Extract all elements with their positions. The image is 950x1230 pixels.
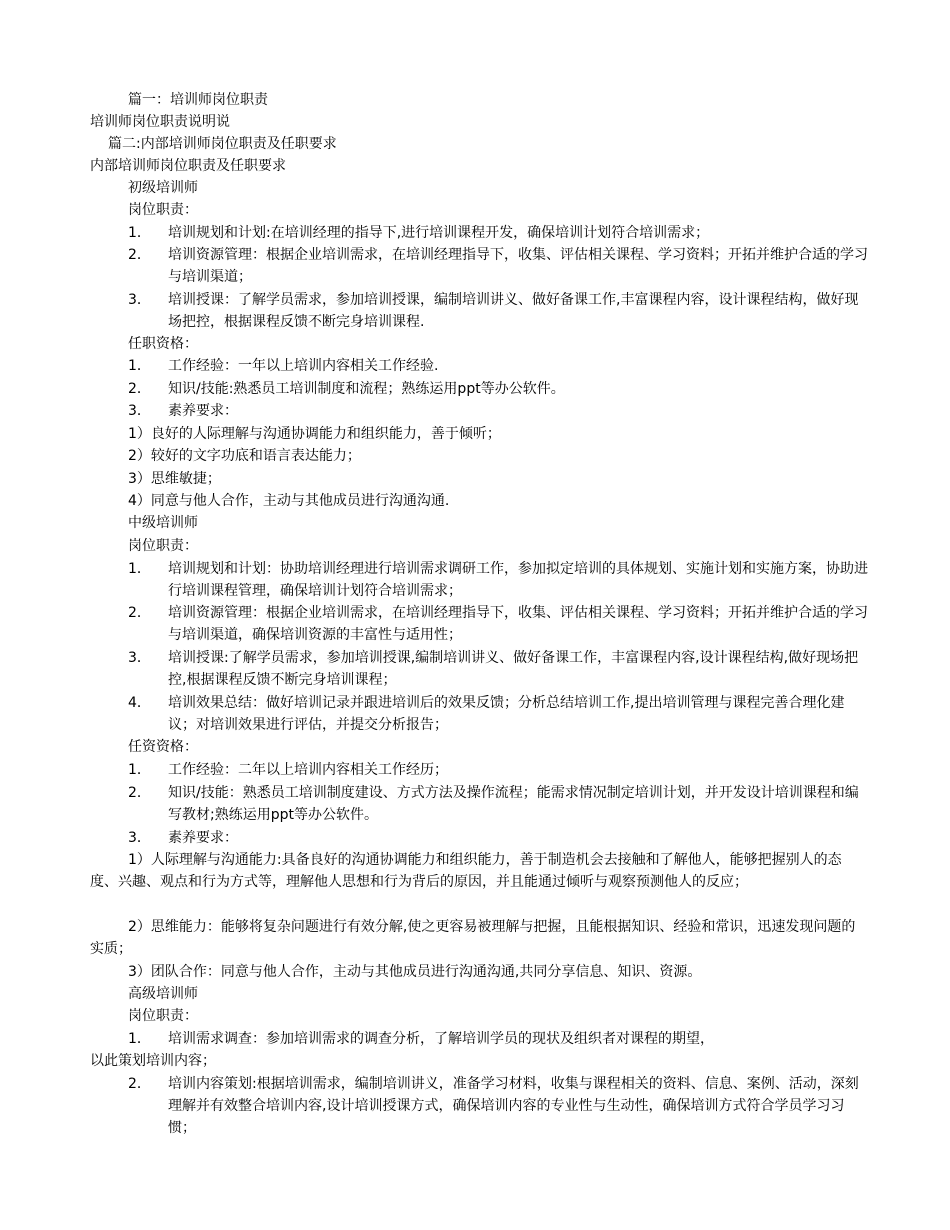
mid-duty-4-text: 培训效果总结：做好培训记录并跟进培训后的效果反馈；分析总结培训工作,提出培训管理与课程完善合理化建议；对培训效果进行评估，并提交分析报告； xyxy=(168,695,845,733)
section-title-mid: 中级培训师 xyxy=(128,515,198,531)
junior-duty-1-number: 1． xyxy=(128,225,151,241)
section-title-senior: 高级培训师 xyxy=(128,986,198,1002)
junior-quality-1: 1）良好的人际理解与沟通协调能力和组织能力，善于倾听； xyxy=(128,426,501,442)
mid-req-2-text: 知识/技能：熟悉员工培训制度建设、方式方法及操作流程；能需求情况制定培训计划，并开发设计培训课程和编写教材;熟练运用ppt等办公软件。 xyxy=(168,785,859,823)
mid-duty-2-text: 培训资源管理：根据企业培训需求，在培训经理指导下，收集、评估相关课程、学习资料；开拓并维护合适的学习与培训渠道，确保培训资源的丰富性与适用性； xyxy=(168,605,868,643)
junior-quality-2: 2）较好的文字功底和语言表达能力； xyxy=(128,448,361,464)
mid-duty-1-number: 1． xyxy=(128,561,151,577)
mid-duty-3-text: 培训授课:了解学员需求，参加培训授课,编制培训讲义、做好备课工作，丰富课程内容,设计课程结构,做好现场把控,根据课程反馈不断完身培训课程； xyxy=(168,650,859,688)
mid-duty-2-number: 2． xyxy=(128,605,151,621)
mid-quality-1: 1）人际理解与沟通能力:具备良好的沟通协调能力和组织能力，善于制造机会去接触和了解他人，能够把握别人的态度、兴趣、观点和行为方式等，理解他人思想和行为背后的原因，并且能通过倾听与观察预测他人的反应； xyxy=(90,852,842,890)
mid-quality-3: 3）团队合作：同意与他人合作，主动与其他成员进行沟通沟通,共同分享信息、知识、资源。 xyxy=(128,964,702,980)
heading-article-2-subtitle: 内部培训师岗位职责及任职要求 xyxy=(90,158,286,174)
senior-duty-1-continuation: 以此策划培训内容； xyxy=(90,1053,216,1069)
mid-req-3-text: 素养要求： xyxy=(168,830,238,846)
junior-duty-3-number: 3． xyxy=(128,292,151,308)
mid-req-1-number: 1． xyxy=(128,762,151,778)
senior-duty-2-text: 培训内容策划:根据培训需求，编制培训讲义，准备学习材料，收集与课程相关的资料、信息、案例、活动，深刻理解并有效整合培训内容,设计培训授课方式，确保培训内容的专业性与生动性，确保培训方式符合学员学习习惯； xyxy=(168,1076,859,1136)
junior-quality-4: 4）同意与他人合作，主动与其他成员进行沟通沟通. xyxy=(128,493,450,509)
mid-req-1-text: 工作经验：二年以上培训内容相关工作经历； xyxy=(168,762,448,778)
heading-article-1: 篇一：培训师岗位职责 xyxy=(128,92,268,108)
mid-duty-4-number: 4． xyxy=(128,695,151,711)
junior-duty-3-text: 培训授课：了解学员需求，参加培训授课，编制培训讲义、做好备课工作,丰富课程内容，设计课程结构，做好现场把控，根据课程反馈不断完身培训课程. xyxy=(168,292,859,330)
heading-article-2: 篇二:内部培训师岗位职责及任职要求 xyxy=(108,136,337,152)
senior-duty-2-number: 2． xyxy=(128,1076,151,1092)
mid-req-3-number: 3． xyxy=(128,830,151,846)
junior-req-3-number: 3． xyxy=(128,403,151,419)
mid-req-2-number: 2． xyxy=(128,785,151,801)
junior-duty-label: 岗位职责： xyxy=(128,202,198,218)
junior-req-1-text: 工作经验：一年以上培训内容相关工作经验. xyxy=(168,358,439,374)
mid-quality-2: 2）思维能力：能够将复杂问题进行有效分解,使之更容易被理解与把握，且能根据知识、经验和常识，迅速发现问题的实质； xyxy=(90,919,856,957)
junior-duty-1-text: 培训规划和计划:在培训经理的指导下,进行培训课程开发，确保培训计划符合培训需求； xyxy=(168,225,710,241)
mid-duty-3-number: 3． xyxy=(128,650,151,666)
senior-duty-1-text: 培训需求调查：参加培训需求的调查分析，了解培训学员的现状及组织者对课程的期望， xyxy=(168,1031,714,1047)
junior-req-3-text: 素养要求： xyxy=(168,403,238,419)
junior-requirements-label: 任职资格： xyxy=(128,336,198,352)
junior-duty-2-text: 培训资源管理：根据企业培训需求，在培训经理指导下，收集、评估相关课程、学习资料；开拓并维护合适的学习与培训渠道； xyxy=(168,247,868,285)
junior-req-2-text: 知识/技能:熟悉员工培训制度和流程；熟练运用ppt等办公软件。 xyxy=(168,381,565,397)
section-title-junior: 初级培训师 xyxy=(128,180,198,196)
mid-requirements-label: 任资资格： xyxy=(128,739,198,755)
mid-duty-label: 岗位职责： xyxy=(128,538,198,554)
senior-duty-label: 岗位职责： xyxy=(128,1008,198,1024)
junior-duty-2-number: 2． xyxy=(128,247,151,263)
heading-article-1-subtitle: 培训师岗位职责说明说 xyxy=(90,114,230,130)
junior-req-1-number: 1． xyxy=(128,358,151,374)
junior-quality-3: 3）思维敏捷； xyxy=(128,471,221,487)
senior-duty-1-number: 1． xyxy=(128,1031,151,1047)
mid-duty-1-text: 培训规划和计划：协助培训经理进行培训需求调研工作，参加拟定培训的具体规划、实施计划和实施方案，协助进行培训课程管理，确保培训计划符合培训需求； xyxy=(168,561,868,599)
junior-req-2-number: 2． xyxy=(128,381,151,397)
